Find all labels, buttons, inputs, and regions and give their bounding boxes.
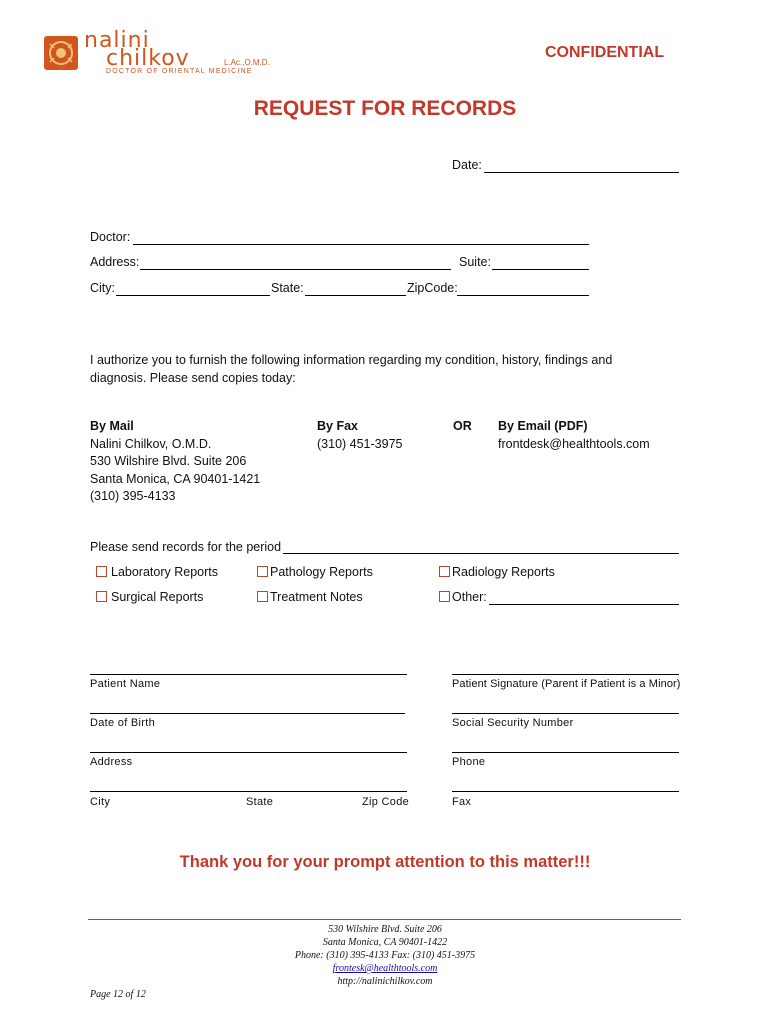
dob-label: Date of Birth bbox=[90, 717, 156, 729]
city-label: City: bbox=[90, 281, 115, 295]
checkbox-other[interactable] bbox=[439, 590, 487, 604]
checkbox-label: Laboratory Reports bbox=[111, 565, 219, 579]
mail-line: Nalini Chilkov, O.M.D. bbox=[90, 437, 212, 451]
date-label: Date: bbox=[452, 158, 482, 172]
period-field[interactable] bbox=[283, 553, 679, 554]
thank-you-message: Thank you for your prompt attention to this matter!!! bbox=[179, 853, 591, 871]
phone-label: Phone bbox=[452, 756, 486, 768]
phone-field[interactable] bbox=[452, 752, 679, 753]
logo-credentials: L.Ac.,O.M.D. bbox=[224, 58, 270, 67]
checkbox-pathology[interactable] bbox=[257, 565, 373, 579]
logo-emblem-icon bbox=[44, 36, 78, 70]
period-label: Please send records for the period bbox=[90, 540, 282, 554]
date-field[interactable] bbox=[484, 172, 679, 173]
footer-email-link[interactable]: frontesk@healthtools.com bbox=[332, 963, 438, 974]
city-sig-label: City bbox=[90, 796, 111, 808]
zip-field[interactable] bbox=[457, 295, 589, 296]
authorization-line1: I authorize you to furnish the following information regarding my condition, history, findings and bbox=[90, 353, 613, 367]
doctor-label: Doctor: bbox=[90, 230, 131, 244]
patient-signature-field[interactable] bbox=[452, 674, 679, 675]
checkbox-label: Pathology Reports bbox=[270, 565, 373, 579]
patient-signature-label: Patient Signature (Parent if Patient is a Minor) bbox=[452, 678, 681, 690]
checkbox-label: Treatment Notes bbox=[270, 590, 363, 604]
zip-label: ZipCode: bbox=[407, 281, 458, 295]
fax-heading: By Fax bbox=[317, 419, 358, 433]
logo-tagline: DOCTOR OF ORIENTAL MEDICINE bbox=[106, 68, 253, 75]
state-label: State: bbox=[271, 281, 304, 295]
state-field[interactable] bbox=[305, 295, 406, 296]
or-label: OR bbox=[453, 419, 472, 433]
fax-sig-label: Fax bbox=[452, 796, 472, 808]
ssn-label: Social Security Number bbox=[452, 717, 574, 729]
zip-sig-label: Zip Code bbox=[362, 796, 410, 808]
ssn-field[interactable] bbox=[452, 713, 679, 714]
city-state-zip-field[interactable] bbox=[90, 791, 407, 792]
logo bbox=[40, 28, 280, 78]
patient-name-field[interactable] bbox=[90, 674, 407, 675]
dob-field[interactable] bbox=[90, 713, 405, 714]
page-title: REQUEST FOR RECORDS bbox=[253, 97, 517, 120]
city-field[interactable] bbox=[116, 295, 270, 296]
address-label: Address: bbox=[90, 255, 140, 269]
checkbox-label: Radiology Reports bbox=[452, 565, 555, 579]
patient-name-label: Patient Name bbox=[90, 678, 161, 690]
checkbox-label: Surgical Reports bbox=[111, 590, 204, 604]
doctor-field[interactable] bbox=[133, 244, 589, 245]
checkbox-icon[interactable] bbox=[96, 591, 107, 602]
footer-website: http://nalinichilkov.com bbox=[337, 976, 433, 987]
suite-field[interactable] bbox=[492, 269, 589, 270]
fax-field[interactable] bbox=[452, 791, 679, 792]
mail-line: (310) 395-4133 bbox=[90, 489, 176, 503]
state-sig-label: State bbox=[246, 796, 274, 808]
checkbox-radiology[interactable] bbox=[439, 565, 555, 579]
address-field[interactable] bbox=[140, 269, 451, 270]
checkbox-icon[interactable] bbox=[439, 591, 450, 602]
page-number: Page 12 of 12 bbox=[90, 989, 146, 1000]
mail-heading: By Mail bbox=[90, 419, 134, 433]
checkbox-laboratory[interactable] bbox=[96, 565, 218, 579]
footer-phone: Phone: (310) 395-4133 Fax: (310) 451-3975 bbox=[294, 950, 476, 961]
suite-label: Suite: bbox=[459, 255, 491, 269]
address-sig-label: Address bbox=[90, 756, 133, 768]
email-heading: By Email (PDF) bbox=[498, 419, 588, 433]
mail-line: Santa Monica, CA 90401-1421 bbox=[90, 472, 261, 486]
checkbox-icon[interactable] bbox=[439, 566, 450, 577]
checkbox-surgical[interactable] bbox=[96, 590, 203, 604]
authorization-line2: diagnosis. Please send copies today: bbox=[90, 371, 296, 385]
address-sig-field[interactable] bbox=[90, 752, 407, 753]
fax-number: (310) 451-3975 bbox=[317, 437, 403, 451]
footer-line2: Santa Monica, CA 90401-1422 bbox=[322, 937, 448, 948]
checkbox-icon[interactable] bbox=[257, 566, 268, 577]
checkbox-label: Other: bbox=[452, 590, 487, 604]
footer-divider bbox=[88, 919, 681, 920]
checkbox-icon[interactable] bbox=[96, 566, 107, 577]
email-address: frontdesk@healthtools.com bbox=[498, 437, 650, 451]
footer-line1: 530 Wilshire Blvd. Suite 206 bbox=[328, 924, 442, 935]
checkbox-icon[interactable] bbox=[257, 591, 268, 602]
checkbox-treatment[interactable] bbox=[257, 590, 363, 604]
mail-line: 530 Wilshire Blvd. Suite 206 bbox=[90, 454, 247, 468]
logo-name-line1: nalini bbox=[84, 28, 150, 53]
other-field[interactable] bbox=[489, 604, 679, 605]
footer-address bbox=[0, 923, 770, 988]
confidential-label: CONFIDENTIAL bbox=[545, 44, 665, 61]
logo-name-line2: chilkov bbox=[106, 46, 190, 71]
